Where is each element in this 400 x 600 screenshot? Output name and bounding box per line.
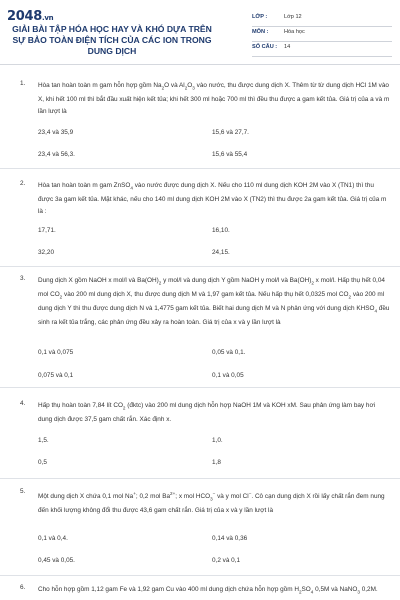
question-divider [0, 266, 400, 267]
question-number: 1. [20, 80, 26, 87]
meta-row-count [252, 42, 392, 57]
question-text: Dung dịch X gồm NaOH x mol/l và $Ba(OH)_2$ y mol/l và dung dịch Y gồm NaOH y mol/l và $Ba(OH)_2$ x mol/l. Hấp thụ hết 0,04 mol $CO_2$ vào 200 ml dung dịch X, thu được dung dịch M và 1,97 gam kết tủa. Nếu hấp thụ hết 0,0325 mol $CO_2$ vào 200 ml dung dịch Y thì thu được dung dịch N và 1,4775 gam kết tủa. Biết hai dung dịch M và N phản ứng với dung dịch $KHSO_4$ đều sinh ra kết tủa trắng, các phản ứng đều xảy ra hoàn toàn. Giá trị của x và y lần lượt là [38, 277, 390, 327]
answer-option[interactable]: 16,10. [212, 227, 230, 234]
question-number: 5. [20, 488, 26, 495]
meta-value: 14 [284, 44, 291, 50]
question-number: 4. [20, 400, 26, 407]
question-divider [0, 168, 400, 169]
answer-option[interactable]: 1,8 [212, 459, 221, 466]
answer-option[interactable]: 0,2 và 0,1 [212, 557, 241, 564]
question-divider [0, 478, 400, 479]
meta-label: MÔN : [252, 29, 269, 35]
header-divider [0, 64, 400, 65]
question-divider [0, 575, 400, 576]
answer-option[interactable]: 1,0. [212, 437, 223, 444]
meta-row-class [252, 12, 392, 27]
answer-option[interactable]: 24,15. [212, 249, 230, 256]
question-number: 3. [20, 275, 26, 282]
answer-option[interactable]: 0,1 và 0,4. [38, 535, 68, 542]
meta-row-subject [252, 27, 392, 42]
answer-option[interactable]: 1,5. [38, 437, 49, 444]
answer-option[interactable]: 15,6 và 55,4 [212, 151, 248, 158]
answer-option[interactable]: 0,1 và 0,05 [212, 372, 244, 379]
answer-option[interactable]: 17,71. [38, 227, 56, 234]
question-number: 6. [20, 584, 26, 591]
answer-option[interactable]: 23,4 và 35,9 [38, 129, 74, 136]
question-number: 2. [20, 180, 26, 187]
answer-option[interactable]: 0,45 và 0,05. [38, 557, 75, 564]
meta-value: Hóa học [284, 29, 305, 35]
answer-option[interactable]: 32,20 [38, 249, 54, 256]
question-text: Một dung dịch X chứa 0,1 mol Na+; 0,2 mol $Ba^{2+}$; x mol $HCO_3^-$ và y mol Cl−. Cô cạn dung dịch X rồi lấy chất rắn đem nung đến khối lượng không đổi thu được 43,6 gam chất rắn. Giá trị của x và y lần lượt là [38, 491, 385, 515]
answer-option[interactable]: 0,1 và 0,075 [38, 349, 74, 356]
question-text: Cho hỗn hợp gồm 1,12 gam Fe và 1,92 gam Cu vào 400 ml dung dịch chứa hỗn hợp gồm $H_2SO_4$ 0,5M và NaNO$_3$ 0,2M. [38, 586, 378, 595]
answer-option[interactable]: 23,4 và 56,3. [38, 151, 75, 158]
question-text: Hòa tan hoàn toàn m gam ZnSO$_4$ vào nước được dung dịch X. Nếu cho 110 ml dung dịch KOH 2M vào X (TN1) thì thu được 3a gam kết tủa. Mặt khác, nếu cho 140 ml dung dịch KOH 2M vào X (TN2) thì thu được 2a gam kết tủa. Giá trị của m là : [38, 182, 387, 215]
meta-info [252, 12, 392, 57]
answer-option[interactable]: 0,5 [38, 459, 47, 466]
question-text: Hấp thụ hoàn toàn 7,84 lít $CO_2$ (đktc) vào 200 ml dung dịch hỗn hợp NaOH 1M và KOH xM. Sau phản ứng làm bay hơi dung dịch được 37,5 gam chất rắn. Xác định x. [38, 402, 376, 424]
site-logo[interactable]: 2048.vn [7, 9, 54, 24]
meta-label: LỚP : [252, 14, 268, 20]
question-divider [0, 387, 400, 388]
answer-option[interactable]: 15,6 và 27,7. [212, 129, 249, 136]
meta-value: Lớp 12 [284, 14, 302, 20]
question-text: Hòa tan hoàn toàn m gam hỗn hợp gồm $Na_2O$ và $Al_2O_3$ vào nước, thu được dung dịch X. Thêm từ từ dung dịch HCl 1M vào X, khi hết 100 ml thì bắt đầu xuất hiện kết tủa; khi hết 300 ml hoặc 700 ml thì đều thu được a gam kết tủa. Giá trị của a và m lần lượt là [38, 82, 390, 115]
answer-option[interactable]: 0,075 và 0,1 [38, 372, 74, 379]
meta-label: SỐ CÂU : [252, 44, 278, 50]
answer-option[interactable]: 0,05 và 0,1. [212, 349, 246, 356]
page-title: GIẢI BÀI TẬP HÓA HỌC HAY VÀ KHÓ DỰA TRÊN SỰ BẢO TOÀN ĐIỆN TÍCH CỦA CÁC ION TRONG DUNG DỊCH [12, 24, 212, 56]
page-header [0, 0, 400, 62]
answer-option[interactable]: 0,14 và 0,36 [212, 535, 248, 542]
